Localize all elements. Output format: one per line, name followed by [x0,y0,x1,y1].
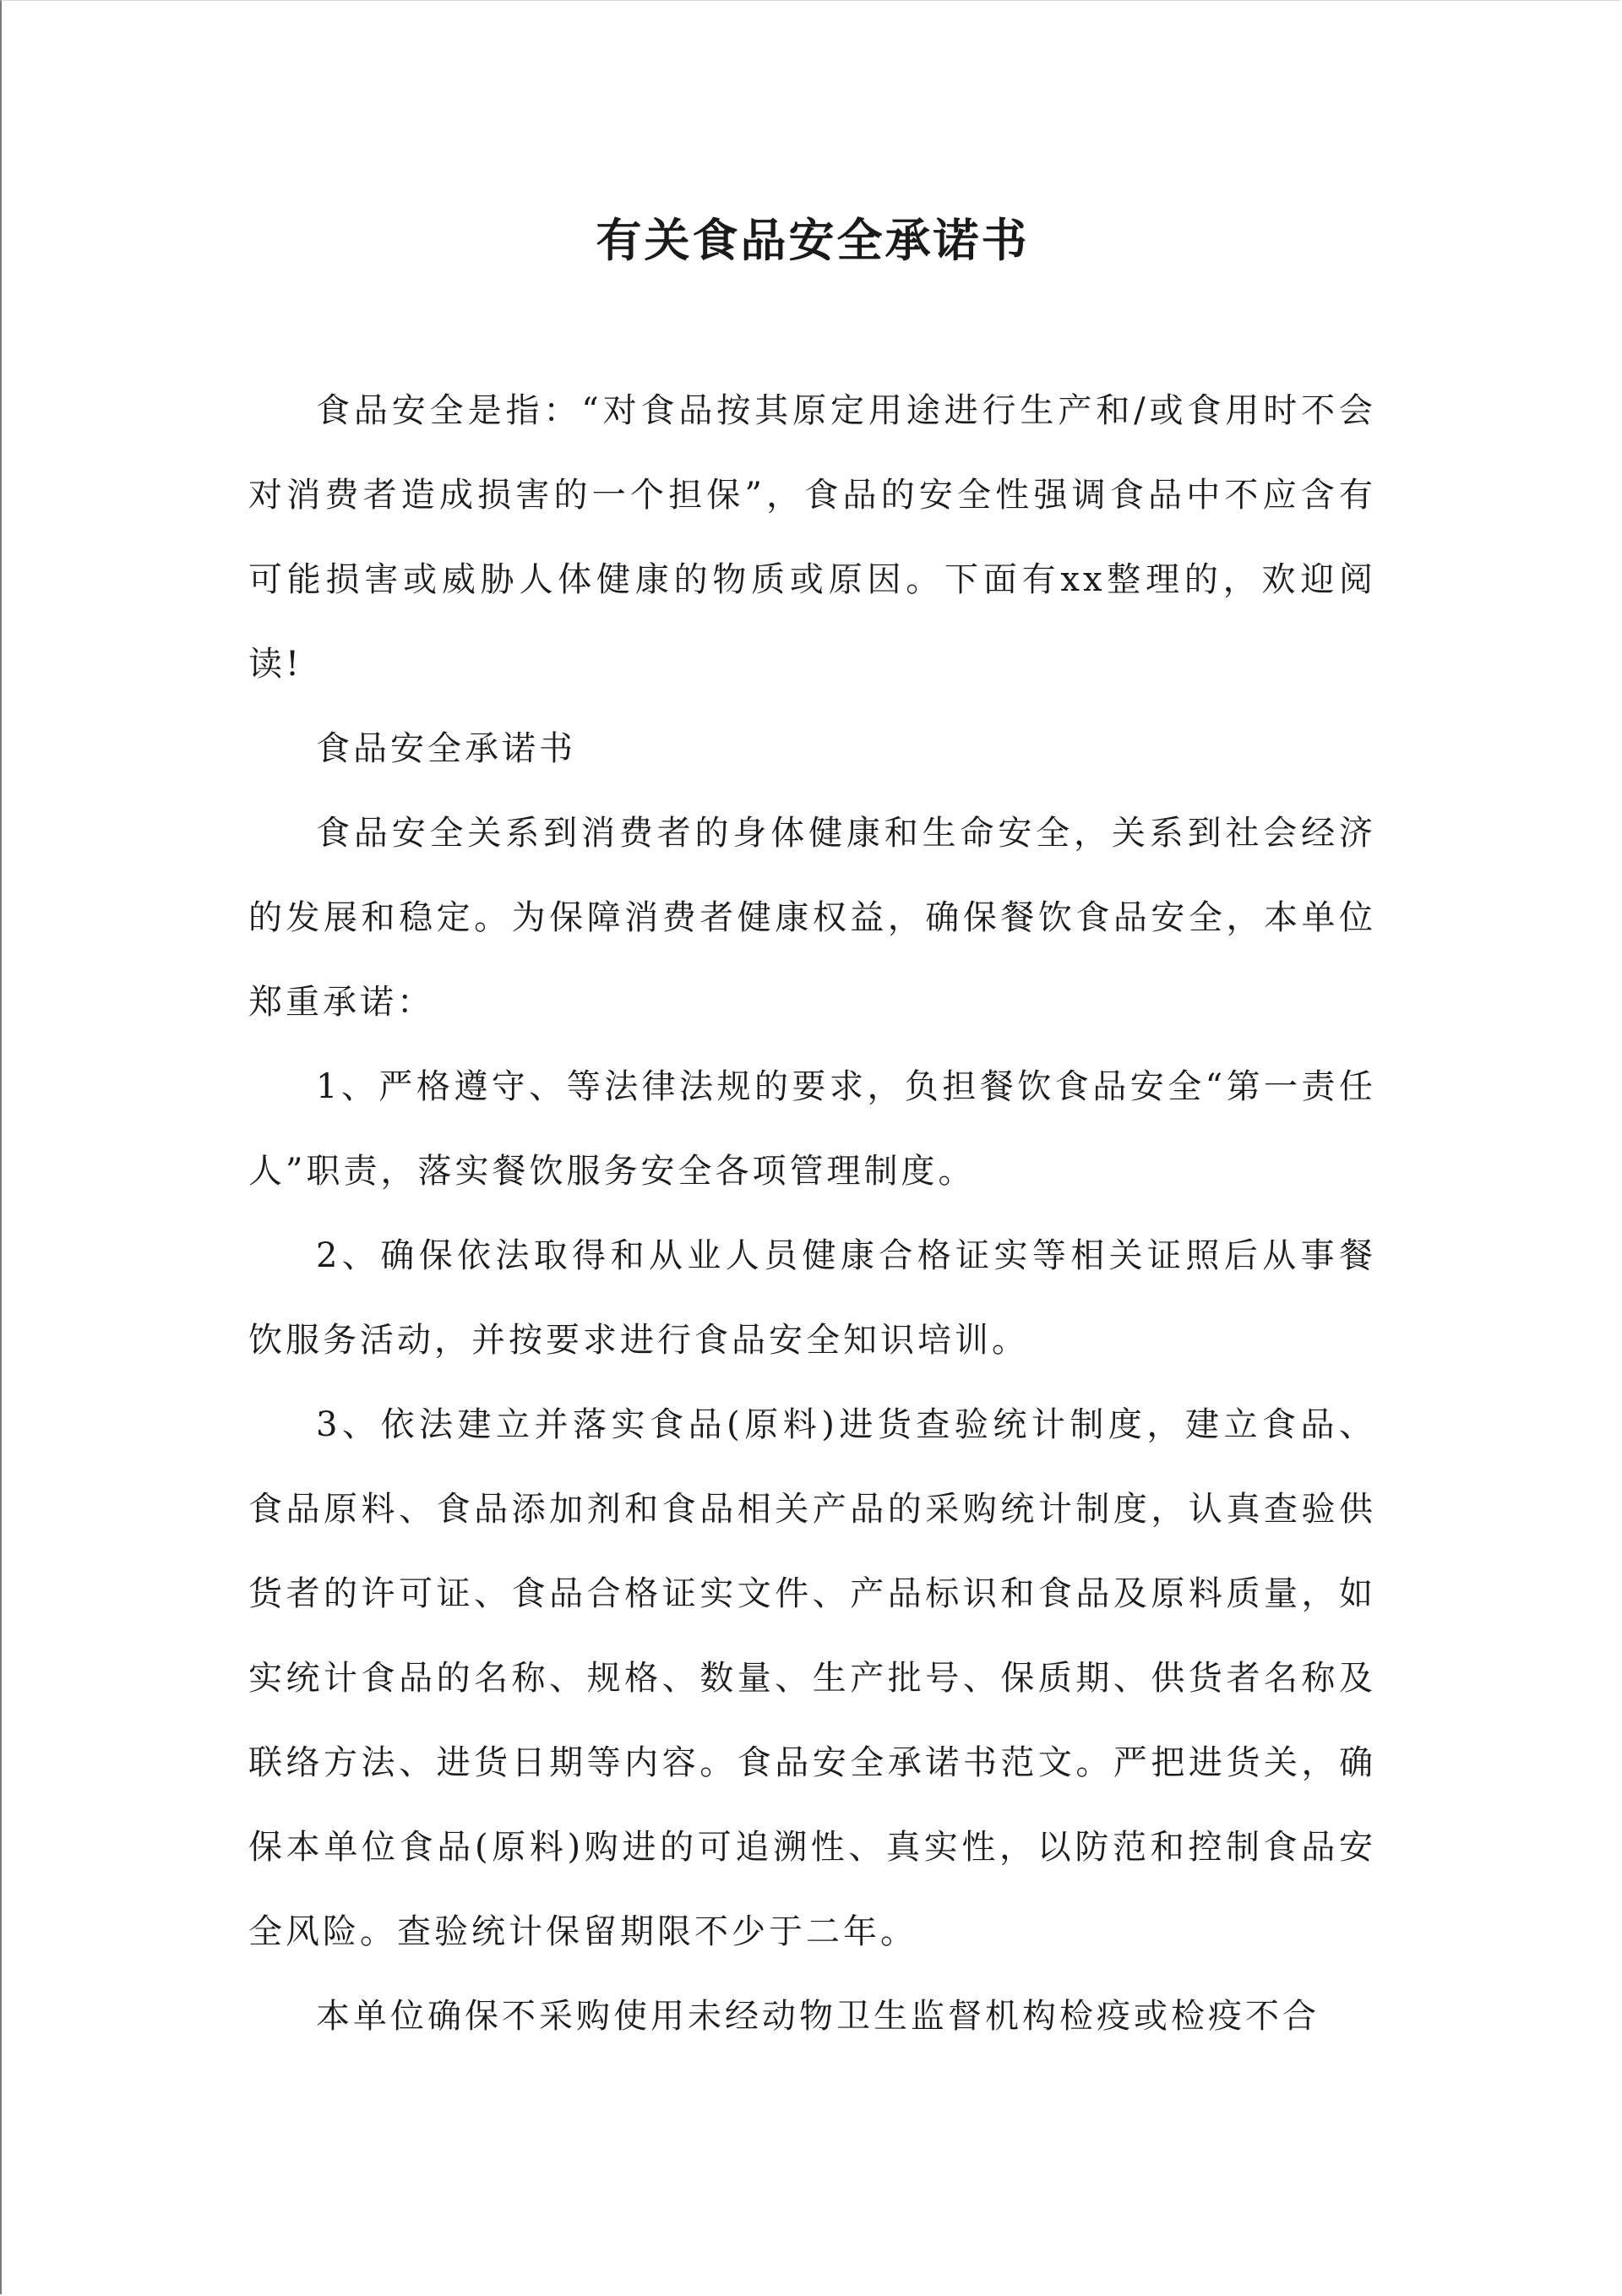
commitment-item-2: 2、确保依法取得和从业人员健康合格证实等相关证照后从事餐饮服务活动，并按要求进行食品安全知识培训。 [248,1236,1376,1360]
commitment-preamble-paragraph: 食品安全关系到消费者的身体健康和生命安全，关系到社会经济的发展和稳定。为保障消费者健康权益，确保餐饮食品安全，本单位郑重承诺： [248,814,1376,1022]
document-title: 有关食品安全承诺书 [596,213,1030,267]
commitment-item-1: 1、严格遵守、等法律法规的要求，负担餐饮食品安全“第一责任人”职责，落实餐饮服务安全各项管理制度。 [248,1067,1376,1191]
commitment-item-3: 3、依法建立并落实食品(原料)进货查验统计制度，建立食品、食品原料、食品添加剂和食品相关产品的采购统计制度，认真查验供货者的许可证、食品合格证实文件、产品标识和食品及原料质量，如实统计食品的名称、规格、数量、生产批号、保质期、供货者名称及联络方法、进货日期等内容。食品安全承诺书范文。严把进货关，确保本单位食品(原料)购进的可追溯性、真实性，以防范和控制食品安全风险。查验统计保留期限不少于二年。 [248,1405,1376,1951]
section-heading: 食品安全承诺书 [316,729,576,768]
continuation-paragraph: 本单位确保不采购使用未经动物卫生监督机构检疫或检疫不合 [316,1997,1320,2036]
intro-paragraph: 食品安全是指：“对食品按其原定用途进行生产和/或食用时不会对消费者造成损害的一个担保”，食品的安全性强调食品中不应含有可能损害或威胁人体健康的物质或原因。下面有xx整理的，欢迎阅读! [248,391,1376,684]
